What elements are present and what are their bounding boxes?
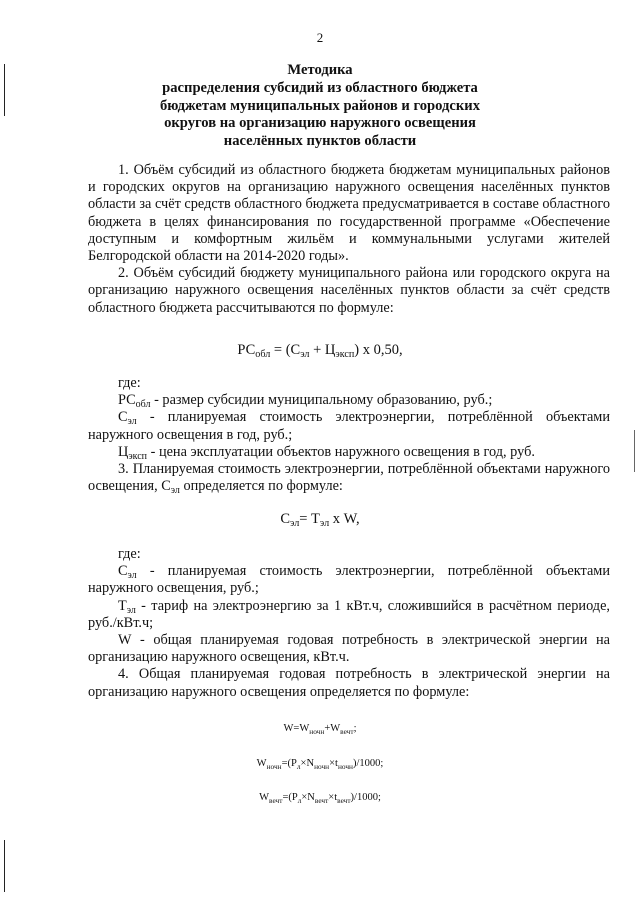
title-line: бюджетам муниципальных районов и городских — [159, 97, 481, 114]
definition-item: $Ц_{эксп}$ - цена эксплуатации объектов наружного освещения в год, руб. — [118, 443, 535, 462]
paragraph-3: 3. Планируемая стоимость электроэнергии, потреблённой объектами наружного освещения, $С_{эл}$ определяется по формуле: — [88, 461, 610, 497]
definition-item: $РС_{обл}$ - размер субсидии муниципальному образованию, руб.; — [118, 392, 493, 411]
where-label: где: — [118, 375, 141, 391]
paragraph-4: 4. Общая планируемая годовая потребность в электрической энергии на организацию наружного освещения определяется по формуле: — [88, 666, 610, 700]
formula-night-consumption: $W_{ночн}=(P_л\times N_{ночн}\times t_{ночн})/1000$; — [256, 758, 384, 771]
definitions-1 — [88, 375, 610, 495]
paragraph-1: 1. Объём субсидий из областного бюджета бюджетам муниципальных районов и городских округов на организацию наружного освещения населённых пунктов области за счёт средств областного бюджета предусматривается в составе областного бюджета в целях финансирования по государственной программе «Обеспечение доступным и комфортным жильём и коммунальными услугами жителей Белгородской области на 2014-2020 годы». — [88, 162, 610, 265]
formula-subsidy: $РС_{обл} = (С_{эл} + Ц_{эксп})$ х 0,50, — [237, 342, 403, 360]
formula-total-consumption: $W=W_{ночн}+W_{вечт}$; — [283, 723, 357, 736]
definitions-2 — [88, 546, 610, 701]
scan-edge-mark — [634, 430, 635, 472]
title-line: распределения субсидий из областного бюджета — [162, 79, 478, 96]
definition-item: $Т_{эл}$ - тариф на электроэнергию за 1 кВт.ч, сложившийся в расчётном периоде, руб./кВт.ч; — [88, 597, 610, 631]
scan-edge-mark — [4, 840, 5, 892]
paragraph-2: 2. Объём субсидий бюджету муниципального района или городского округа на организацию наружного освещения населённых пунктов области за счёт средств областного бюджета рассчитываются по формуле: — [88, 265, 610, 316]
page-number: 2 — [316, 30, 324, 45]
formula-electricity-cost: $С_{эл}= Т_{эл}$ х W, — [280, 511, 360, 529]
title-line: округов на организацию наружного освещения — [164, 115, 476, 132]
definition-item: $С_{эл}$ - планируемая стоимость электроэнергии, потреблённой объектами наружного освещения в год, руб.; — [88, 409, 610, 443]
where-label: где: — [118, 546, 141, 562]
title-line: населённых пунктов области — [223, 133, 417, 150]
document-title — [0, 62, 640, 151]
definition-item: $С_{эл}$ - планируемая стоимость электроэнергии, потреблённой объектами наружного освещения, руб.; — [88, 563, 610, 597]
definition-item: W - общая планируемая годовая потребность в электрической энергии на организацию наружного освещения, кВт.ч. — [88, 632, 610, 666]
formula-evening-consumption: $W_{вечт}=(P_л\times N_{вечт}\times t_{вечт})/1000$; — [259, 792, 381, 805]
title-line: Методика — [287, 62, 353, 78]
body-section-1 — [88, 162, 610, 317]
scan-edge-mark — [4, 64, 5, 116]
